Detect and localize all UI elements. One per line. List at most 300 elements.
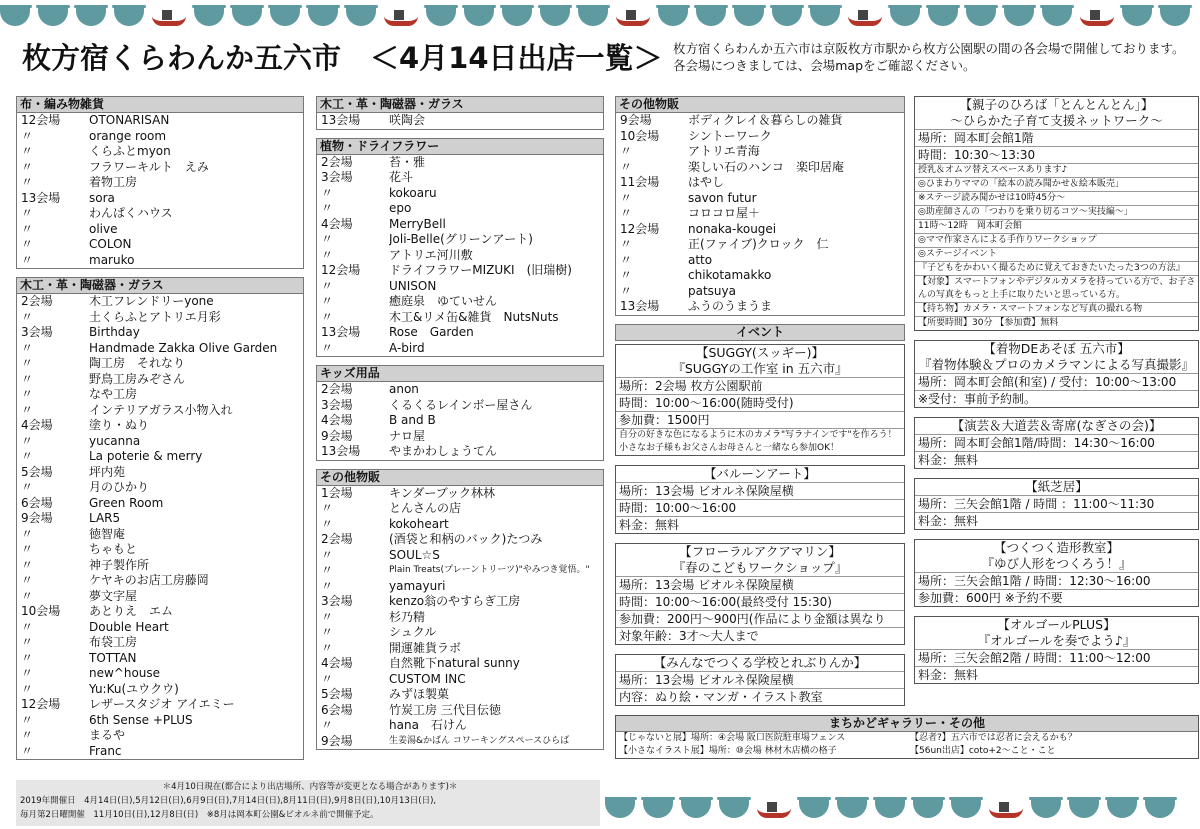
bowl-icon — [681, 800, 711, 818]
bowl-icon — [643, 800, 673, 818]
venue-label: 〃 — [21, 635, 34, 649]
shop-name: みずほ製菓 — [389, 687, 450, 701]
vendor-row — [17, 418, 303, 434]
gallery-item: 【小さなイラスト展】場所：⑩会場 林材木店横の格子 — [619, 746, 837, 756]
venue-label: 2会場 — [321, 382, 353, 396]
venue-label: 〃 — [321, 232, 334, 246]
event-title: 【フローラルアクアマリン】 — [679, 543, 841, 559]
venue-label: 10会場 — [620, 128, 660, 143]
shop-name: 月のひかり — [89, 480, 150, 494]
category-section — [316, 469, 604, 751]
event-box — [615, 465, 905, 534]
venue-label: 4会場 — [321, 216, 353, 231]
event-title: 【SUGGY(スッギー)】 — [695, 344, 825, 360]
bowl-icon — [772, 8, 802, 26]
bowl-icon — [951, 800, 981, 818]
vendor-row — [317, 310, 603, 326]
event-detail: 対象年齢：3才〜大人まで — [616, 627, 904, 644]
vendor-row — [616, 222, 904, 238]
shop-name: olive — [89, 221, 118, 236]
category-section — [316, 365, 604, 461]
bowl-icon — [605, 800, 635, 818]
venue-label: 12会場 — [321, 263, 361, 277]
vendor-row — [17, 713, 303, 729]
venue-label: 〃 — [21, 387, 34, 401]
vendor-row — [616, 144, 904, 160]
venue-label: 〃 — [620, 252, 633, 267]
event-title: 【バルーンアート】 — [704, 465, 816, 481]
shop-name: アトリエ河川敷 — [389, 247, 473, 262]
vendor-row — [317, 217, 603, 233]
venue-label: 13会場 — [620, 299, 660, 313]
top-decoration-border — [0, 0, 1200, 26]
bowl-icon — [1004, 8, 1034, 26]
venue-label: 〃 — [21, 206, 34, 220]
vendor-row — [17, 635, 303, 651]
vendor-row — [17, 206, 303, 222]
shop-name: kenzo翁のやすらぎ工房 — [389, 594, 521, 608]
shop-name: インテリアガラス小物入れ — [89, 402, 233, 417]
venue-label: 4会場 — [321, 656, 353, 670]
venue-label: 〃 — [620, 190, 633, 205]
vendor-row — [17, 434, 303, 450]
shop-name: ドライフラワーMIZUKI (旧瑞樹) — [389, 263, 572, 277]
venue-label: 〃 — [21, 175, 34, 189]
vendor-row — [17, 356, 303, 372]
bowl-icon — [928, 8, 958, 26]
venue-label: 〃 — [321, 309, 334, 324]
venue-label: 2会場 — [321, 154, 353, 169]
vendor-row — [17, 175, 303, 191]
event-detail: 参加費：600円 ※予約不要 — [915, 589, 1198, 606]
event-subtitle: 『オルゴールを奏でよう♪』 — [977, 633, 1136, 648]
vendor-row — [317, 201, 603, 217]
bowl-icon — [1042, 8, 1072, 26]
category-title: 木工・革・陶磁器・ガラス — [16, 277, 304, 294]
vendor-row — [317, 656, 603, 672]
vendor-row — [616, 284, 904, 300]
shop-name: kokoheart — [389, 516, 449, 531]
venue-label: 〃 — [21, 573, 34, 587]
venue-label: 4会場 — [321, 413, 353, 427]
shop-name: yamayuri — [389, 578, 446, 593]
column-3 — [615, 96, 905, 715]
shop-name: La poterie & merry — [89, 449, 203, 463]
vendor-row — [317, 429, 603, 445]
event-detail: 場所：13会場 ビオルネ保険屋横 — [616, 576, 904, 593]
venue-label: 〃 — [321, 247, 334, 262]
venue-label: 12会場 — [21, 697, 61, 711]
shop-name: Birthday — [89, 325, 140, 339]
event-note: 【所要時間】30分 【参加費】無料 — [915, 316, 1198, 330]
shop-name: TOTTAN — [89, 650, 137, 665]
vendor-row — [317, 548, 603, 564]
event-title: 【オルゴールPLUS】 — [997, 617, 1116, 632]
venue-label: 2会場 — [21, 294, 53, 308]
event-detail: 場所：13会場 ビオルネ保険屋横 — [616, 482, 904, 499]
vendor-row — [17, 449, 303, 465]
vendor-row — [17, 372, 303, 388]
notice-line: ＊4月10日現在(都合により出店場所、内容等が変更となる場合があります)＊ — [162, 782, 458, 792]
shop-name: ボディクレイ＆暮らしの雑貨 — [688, 113, 843, 127]
venue-label: 〃 — [321, 278, 334, 293]
vendor-row — [17, 666, 303, 682]
event-note: 11時〜12時 岡本町会館 — [915, 219, 1198, 233]
shop-name: なや工房 — [89, 387, 138, 401]
vendor-row — [616, 299, 904, 315]
venue-label: 3会場 — [321, 170, 353, 184]
vendor-row — [17, 728, 303, 744]
vendor-row — [317, 734, 603, 750]
event-detail: 料金：無料 — [616, 516, 904, 533]
shop-name: 木工フレンドリーyone — [89, 294, 214, 308]
venue-label: 1会場 — [321, 485, 353, 500]
venue-label: 10会場 — [21, 604, 61, 618]
venue-label: 〃 — [21, 128, 34, 143]
shop-name: nonaka-kougei — [688, 221, 777, 236]
category-section — [16, 96, 304, 269]
venue-label: 〃 — [21, 480, 34, 494]
venue-label: 〃 — [620, 283, 633, 298]
vendor-row — [17, 651, 303, 667]
shop-name: レザースタジオ アイエミー — [89, 697, 235, 711]
event-detail: 時間：10:30〜13:30 — [915, 146, 1198, 163]
vendor-row — [317, 703, 603, 719]
venue-label: 〃 — [21, 237, 34, 251]
vendor-row — [317, 532, 603, 548]
vendor-row — [317, 718, 603, 734]
event-detail: 場所：三矢会館1階 / 時間 ：11:00〜11:30 — [915, 495, 1198, 512]
boat-icon — [616, 12, 650, 26]
vendor-row — [317, 413, 603, 429]
gallery-item: 【忍者?】五六市では忍者に会えるかも？ — [910, 733, 1077, 743]
shop-name: orange room — [89, 128, 167, 143]
venue-label: 〃 — [321, 625, 334, 639]
column-1 — [16, 96, 304, 768]
bowl-icon — [0, 8, 30, 26]
event-box — [914, 340, 1199, 408]
shop-name: COLON — [89, 237, 132, 251]
shop-name: 生姜湯&かばん コワーキングスペースひらば — [389, 735, 570, 746]
bowl-icon — [232, 8, 262, 26]
vendor-row — [17, 325, 303, 341]
bowl-icon — [270, 8, 300, 26]
vendor-row — [17, 403, 303, 419]
bowl-icon — [76, 8, 106, 26]
event-detail: 内容：ぬり絵・マンガ・イラスト教室 — [616, 688, 904, 705]
gallery-title: まちかどギャラリー・その他 — [616, 716, 1198, 732]
venue-label: 〃 — [620, 268, 633, 282]
vendor-row — [317, 382, 603, 398]
venue-label: 〃 — [21, 650, 34, 665]
column-4 — [914, 96, 1199, 693]
venue-label: 9会場 — [21, 511, 53, 525]
event-detail: 場所：岡本町会館(和室) / 受付：10:00〜13:00 — [915, 373, 1198, 390]
intro-text: 枚方宿くらわんか五六市は京阪枚方市駅から枚方公園駅の間の各会場で開催しております。各会場につきましては、会場mapをご確認ください。 — [673, 41, 1185, 73]
shop-name: CUSTOM INC — [389, 671, 466, 686]
vendor-row — [17, 253, 303, 269]
vendor-row — [317, 186, 603, 202]
venue-label: 〃 — [321, 547, 334, 562]
vendor-row — [17, 160, 303, 176]
event-detail: 場所：13会場 ビオルネ保険屋横 — [616, 671, 904, 688]
shop-name: savon futur — [688, 190, 757, 205]
event-heading: イベント — [615, 324, 905, 341]
category-title: 植物・ドライフラワー — [316, 138, 604, 155]
event-subtitle: 『春のこどもワークショップ』 — [672, 559, 848, 575]
event-box — [615, 654, 905, 706]
shop-name: sora — [89, 190, 115, 205]
venue-label: 〃 — [21, 526, 34, 541]
shop-name: 徳智庵 — [89, 526, 126, 541]
shop-name: 土くらふとアトリエ月彩 — [89, 309, 221, 324]
shop-name: わんぱくハウス — [89, 206, 173, 220]
bowl-icon — [658, 8, 688, 26]
shop-name: 着物工房 — [89, 175, 138, 189]
category-title: 布・編み物雑貨 — [16, 96, 304, 113]
shop-name: はやし — [688, 175, 725, 189]
bowl-icon — [890, 8, 920, 26]
event-title: 【演芸＆大道芸＆寄席(なぎさの会)】 — [951, 418, 1162, 433]
gallery-item: 【56un出店】coto+2〜こと・こと — [910, 746, 1056, 756]
shop-name: epo — [389, 201, 412, 215]
shop-name: kokoaru — [389, 185, 437, 200]
venue-label: 〃 — [321, 609, 334, 624]
bowl-icon — [734, 8, 764, 26]
event-title: 【親子のひろば「とんとんとん」】 — [959, 97, 1154, 112]
vendor-row — [317, 444, 603, 460]
vendor-row — [317, 517, 603, 533]
event-box — [914, 478, 1199, 530]
venue-label: 11会場 — [620, 175, 660, 189]
shop-name: ケヤキのお店工房藤岡 — [89, 573, 209, 587]
vendor-row — [317, 155, 603, 171]
event-box — [615, 344, 905, 456]
boat-icon — [152, 12, 186, 26]
venue-label: 〃 — [21, 728, 34, 742]
vendor-row — [317, 641, 603, 657]
venue-label: 〃 — [21, 356, 34, 370]
venue-label: 12会場 — [620, 221, 660, 236]
shop-name: OTONARISAN — [89, 113, 170, 127]
event-detail: 料金：無料 — [915, 451, 1198, 468]
vendor-row — [317, 170, 603, 186]
bowl-icon — [799, 800, 829, 818]
venue-label: 〃 — [21, 712, 34, 727]
shop-name: 正(ファイブ)クロック 仁 — [688, 237, 829, 251]
vendor-row — [17, 222, 303, 238]
venue-label: 〃 — [321, 516, 334, 531]
event-detail: 場所：岡本町会館1階 — [915, 129, 1198, 146]
venue-label: 3会場 — [321, 397, 353, 412]
category-title: その他物販 — [615, 96, 905, 113]
shop-name: UNISON — [389, 278, 437, 293]
bowl-icon — [114, 8, 144, 26]
shop-name: LAR5 — [89, 511, 121, 525]
event-title: 【紙芝居】 — [1025, 479, 1088, 494]
event-box — [914, 539, 1199, 607]
venue-label: 〃 — [21, 221, 34, 236]
venue-label: 〃 — [21, 449, 34, 463]
vendor-row — [616, 237, 904, 253]
event-note: 『子どもをかわいく撮るために覚えておきたいたった3つの方法』 — [915, 261, 1198, 275]
bowl-icon — [837, 800, 867, 818]
shop-name: hana 石けん — [389, 718, 467, 732]
venue-label: 4会場 — [21, 418, 53, 432]
event-note: 【持ち物】カメラ・スマートフォンなど写真の撮れる物 — [915, 302, 1198, 316]
venue-label: 〃 — [321, 201, 334, 215]
venue-label: 〃 — [21, 252, 34, 267]
vendor-row — [17, 511, 303, 527]
shop-name: くらふとmyon — [89, 144, 171, 158]
category-title: キッズ用品 — [316, 365, 604, 382]
gallery-section — [615, 715, 1199, 759]
shop-name: chikotamakko — [688, 268, 772, 282]
shop-name: Joli-Belle(グリーンアート) — [389, 232, 533, 246]
shop-name: Double Heart — [89, 619, 169, 634]
vendor-row — [616, 268, 904, 284]
venue-label: 〃 — [620, 237, 633, 251]
shop-name: 神子製作所 — [89, 557, 150, 572]
venue-label: 〃 — [321, 185, 334, 200]
event-note: 授乳＆オムツ替えスペースあります♪ — [915, 163, 1198, 177]
venue-label: 〃 — [21, 588, 34, 603]
venue-label: 〃 — [620, 159, 633, 174]
shop-name: シントーワーク — [688, 128, 772, 143]
shop-name: フラワーキルト えみ — [89, 159, 209, 174]
event-detail: 時間：10:00〜16:00 — [616, 499, 904, 516]
venue-label: 〃 — [21, 309, 34, 324]
venue-label: 〃 — [321, 563, 334, 577]
event-note: ※ステージ読み聞かせは10時45分〜 — [915, 191, 1198, 205]
gallery-row — [616, 745, 1198, 758]
shop-name: 開運雑貨ラボ — [389, 640, 462, 655]
vendor-row — [616, 175, 904, 191]
vendor-row — [317, 294, 603, 310]
vendor-row — [317, 625, 603, 641]
vendor-row — [317, 486, 603, 502]
venue-label: 5会場 — [21, 464, 53, 479]
vendor-row — [17, 465, 303, 481]
shop-name: 夢文字屋 — [89, 588, 138, 603]
shop-name: 杉乃精 — [389, 609, 426, 624]
vendor-row — [616, 206, 904, 222]
event-subtitle: 『SUGGYの工作室 in 五六市』 — [672, 360, 848, 376]
event-detail: ※受付：事前予約制。 — [915, 390, 1198, 407]
bowl-icon — [578, 8, 608, 26]
gallery-row — [616, 732, 1198, 745]
shop-name: ナロ屋 — [389, 428, 426, 443]
shop-name: 竹炭工房 三代目伝徳 — [389, 702, 501, 717]
vendor-row — [17, 697, 303, 713]
shop-name: atto — [688, 252, 713, 267]
shop-name: new^house — [89, 666, 161, 680]
shop-name: MerryBell — [389, 216, 446, 231]
venue-label: 9会場 — [321, 428, 353, 443]
bowl-icon — [426, 8, 456, 26]
vendor-row — [317, 341, 603, 357]
bowl-icon — [913, 800, 943, 818]
shop-name: シュクル — [389, 625, 437, 639]
shop-name: 陶工房 それなり — [89, 356, 186, 370]
shop-name: Plain Treats(プレーントリーツ)"やみつき覚悟。" — [389, 565, 590, 575]
bowl-icon — [1122, 8, 1152, 26]
event-subtitle: 『ゆび人形をつくろう！』 — [981, 556, 1132, 571]
vendor-row — [317, 563, 603, 579]
bowl-icon — [346, 8, 376, 26]
vendor-row — [317, 248, 603, 264]
event-detail: 場所：三矢会館2階 / 時間：11:00〜12:00 — [915, 649, 1198, 666]
event-detail: 場所：三矢会館1階 / 時間：12:30〜16:00 — [915, 572, 1198, 589]
vendor-row — [17, 558, 303, 574]
vendor-row — [17, 682, 303, 698]
venue-label: 9会場 — [321, 733, 353, 748]
event-note: 自分の好きな色になるように木のカメラ"写ラナインです"を作ろう！小さなお子様もお父さんお母さんと一緒なら参加OK！ — [616, 428, 904, 455]
schedule-line: 毎月第2日曜開催 11月10日(日),12月8日(日) ※8月は岡本町公園&ビオルネ前で開催予定。 — [20, 810, 379, 820]
event-note: ◎助産師さんの「つわりを乗り切るコツ〜実技編〜」 — [915, 205, 1198, 219]
venue-label: 13会場 — [321, 113, 361, 127]
event-box — [914, 616, 1199, 684]
vendor-row — [17, 387, 303, 403]
bowl-icon — [1107, 800, 1137, 818]
shop-name: ちゃもと — [89, 542, 138, 556]
event-box — [615, 543, 905, 645]
shop-name: ふうのうまうま — [688, 299, 773, 313]
vendor-row — [17, 237, 303, 253]
venue-label: 2会場 — [321, 532, 353, 546]
boat-icon — [757, 804, 791, 818]
venue-label: 〃 — [21, 433, 34, 448]
event-detail: 場所：2会場 枚方公園駅前 — [616, 377, 904, 394]
vendor-row — [17, 604, 303, 620]
venue-label: 〃 — [321, 578, 334, 593]
bowl-icon — [1160, 8, 1190, 26]
shop-name: キンダーブック林林 — [389, 485, 495, 500]
vendor-row — [17, 589, 303, 605]
bowl-icon — [696, 8, 726, 26]
shop-name: 自然靴下natural sunny — [389, 656, 520, 670]
venue-label: 〃 — [21, 371, 34, 386]
vendor-row — [17, 480, 303, 496]
vendor-row — [17, 341, 303, 357]
venue-label: 〃 — [21, 340, 34, 355]
shop-name: A-bird — [389, 340, 425, 355]
category-title: 木工・革・陶磁器・ガラス — [316, 96, 604, 113]
shop-name: Yu:Ku(ユウクウ) — [89, 681, 179, 696]
vendor-row — [317, 594, 603, 610]
category-section — [16, 277, 304, 760]
bowl-icon — [502, 8, 532, 26]
shop-name: 咲陶会 — [389, 113, 426, 127]
venue-label: 〃 — [21, 144, 34, 158]
event-note: ◎ステージイベント — [915, 247, 1198, 261]
vendor-row — [317, 279, 603, 295]
venue-label: 〃 — [321, 718, 334, 732]
venue-label: 3会場 — [21, 325, 53, 339]
bottom-decoration-border — [605, 792, 1200, 818]
bowl-icon — [1145, 800, 1175, 818]
boat-icon — [384, 12, 418, 26]
category-title: その他物販 — [316, 469, 604, 486]
bowl-icon — [194, 8, 224, 26]
venue-label: 〃 — [21, 666, 34, 680]
vendor-row — [17, 144, 303, 160]
shop-name: 布袋工房 — [89, 635, 138, 649]
venue-label: 〃 — [321, 501, 334, 515]
vendor-row — [317, 501, 603, 517]
bowl-icon — [719, 800, 749, 818]
shop-name: 癒庭泉 ゆていせん — [389, 294, 498, 308]
